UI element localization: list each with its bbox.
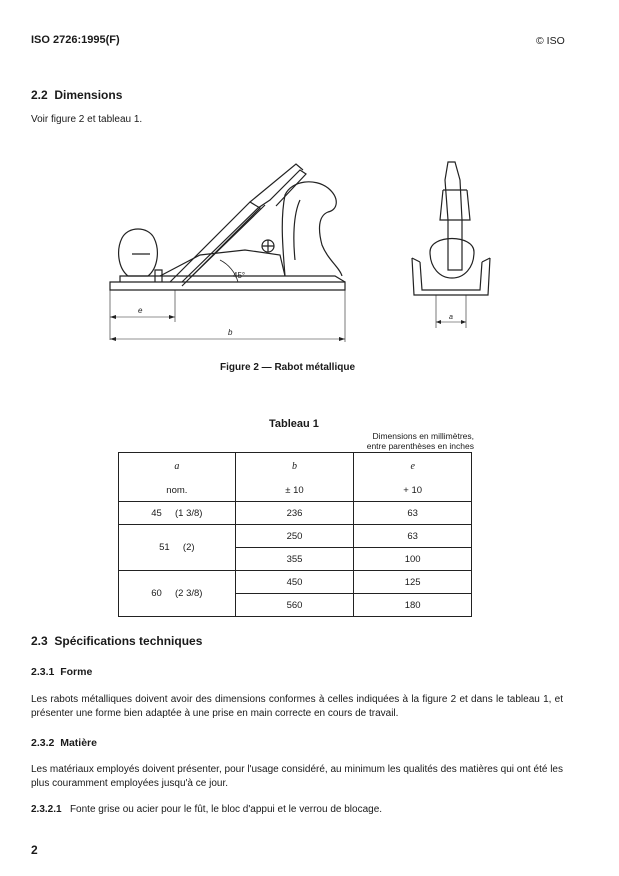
cell-e: 63 xyxy=(354,502,472,525)
plane-iron xyxy=(170,202,260,286)
table-row xyxy=(119,571,472,594)
table-title: Tableau 1 xyxy=(269,418,319,430)
section-2-3-1-text: Les rabots métalliques doivent avoir des dimensions conformes à celles indiquées à la figure 2 et dans le tableau 1, et présenter une forme bien adaptée à une prise en main correcte en cours de travail. xyxy=(31,694,563,719)
end-view-knob xyxy=(430,239,474,279)
table-row xyxy=(119,525,472,548)
units-note-line-2: entre parenthèses en inches xyxy=(366,441,474,451)
figure-caption: Figure 2 — Rabot métallique xyxy=(220,362,356,373)
plane-drawing xyxy=(100,150,500,345)
section-number: 2.3.2 xyxy=(31,737,55,749)
table-tolerance-row xyxy=(119,479,472,502)
section-2-2-text: Voir figure 2 et tableau 1. xyxy=(31,114,143,125)
cell-e: 100 xyxy=(354,548,472,571)
section-2-3-heading xyxy=(31,634,202,648)
cell-b: 560 xyxy=(235,594,354,617)
units-note-line-1: Dimensions en millimètres, xyxy=(372,431,474,441)
cell-b: 450 xyxy=(235,571,354,594)
cell-b: 250 xyxy=(235,525,354,548)
angle-label: 45° xyxy=(233,271,246,280)
table-header-row xyxy=(119,453,472,480)
section-title: Matière xyxy=(60,737,97,749)
rear-handle xyxy=(282,182,342,276)
dim-b-label: b xyxy=(228,328,233,337)
cell-a: 51 (2) xyxy=(119,525,236,571)
section-2-3-1-heading xyxy=(31,666,92,678)
cell-e: 180 xyxy=(354,594,472,617)
table-units-note xyxy=(330,431,474,451)
plane-sole xyxy=(110,282,345,290)
section-title: Forme xyxy=(60,666,93,678)
cell-b: 355 xyxy=(235,548,354,571)
cell-a: 45 (1 3/8) xyxy=(119,502,236,525)
front-knob xyxy=(119,229,158,276)
section-number: 2.3.1 xyxy=(31,666,55,678)
document-id: ISO 2726:1995(F) xyxy=(31,34,120,46)
section-2-3-2-text: Les matériaux employés doivent présenter, pour l'usage considéré, au minimum les qualités des matières qui ont été les plus couramment employées jusqu'à ce jour. xyxy=(31,764,563,789)
page-number: 2 xyxy=(31,843,38,857)
dimensions-table xyxy=(118,452,472,617)
header-a: a xyxy=(119,453,236,480)
section-2-3-2-heading xyxy=(31,737,97,749)
section-number: 2.3.2.1 xyxy=(31,804,62,815)
header-e: e xyxy=(354,453,472,480)
section-title: Spécifications techniques xyxy=(54,634,203,648)
section-number: 2.3 xyxy=(31,634,48,648)
section-number: 2.2 xyxy=(31,88,48,102)
dim-e-label: e xyxy=(138,306,143,315)
section-2-2-heading xyxy=(31,88,122,102)
cell-a: 60 (2 3/8) xyxy=(119,571,236,617)
tol-a: nom. xyxy=(119,479,236,502)
copyright: © ISO xyxy=(536,35,565,47)
section-text: Fonte grise ou acier pour le fût, le bloc d'appui et le verrou de blocage. xyxy=(69,804,383,815)
table-row xyxy=(119,502,472,525)
end-view-iron xyxy=(445,162,462,270)
header-b: b xyxy=(235,453,354,480)
tol-b: ± 10 xyxy=(235,479,354,502)
section-title: Dimensions xyxy=(54,88,123,102)
tol-e: + 10 xyxy=(354,479,472,502)
dim-a-label: a xyxy=(449,314,453,321)
cell-e: 125 xyxy=(354,571,472,594)
cell-b: 236 xyxy=(235,502,354,525)
section-2-3-2-1 xyxy=(31,803,382,817)
cell-e: 63 xyxy=(354,525,472,548)
